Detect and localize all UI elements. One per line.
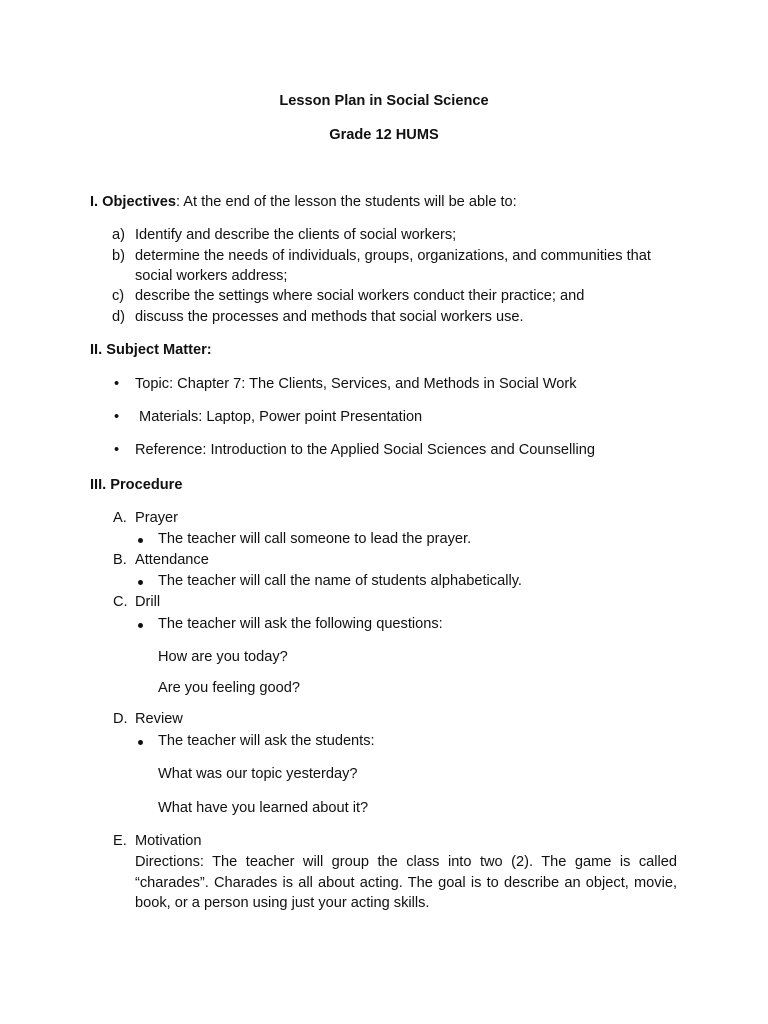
objective-marker: b) — [112, 248, 125, 264]
objective-item: discuss the processes and methods that social workers use. — [135, 309, 524, 325]
objective-marker: c) — [112, 288, 125, 304]
procedure-heading: III. Procedure — [90, 477, 183, 493]
procedure-marker: B. — [113, 552, 127, 568]
procedure-marker: E. — [113, 833, 127, 849]
subject-bullet: • — [114, 376, 120, 392]
objective-marker: a) — [112, 227, 125, 243]
motivation-directions: Directions: The teacher will group the class into two (2). The game is called “charades”. Charades is all about acting. The goal is to describe an object, movie, book, or a person using just your acting skills. — [135, 854, 677, 911]
subject-bullet: • — [114, 442, 120, 458]
review-question: What was our topic yesterday? — [158, 766, 358, 782]
bullet-dot — [138, 538, 143, 543]
objective-item: describe the settings where social workers conduct their practice; and — [135, 288, 585, 304]
procedure-marker: C. — [113, 594, 128, 610]
bullet-dot — [138, 580, 143, 585]
subject-matter-heading: II. Subject Matter: — [90, 342, 212, 358]
subject-item-topic: Topic: Chapter 7: The Clients, Services, and Methods in Social Work — [135, 376, 577, 392]
objective-item: Identify and describe the clients of social workers; — [135, 227, 457, 243]
procedure-marker: D. — [113, 711, 128, 727]
procedure-bullet: The teacher will ask the following questions: — [158, 616, 443, 632]
review-question: What have you learned about it? — [158, 800, 369, 816]
objectives-line — [90, 194, 517, 210]
objectives-intro: : At the end of the lesson the students will be able to: — [175, 194, 517, 210]
procedure-bullet: The teacher will call the name of students alphabetically. — [158, 573, 522, 589]
procedure-marker: A. — [113, 510, 127, 526]
procedure-step-drill: Drill — [135, 594, 161, 610]
document-subtitle: Grade 12 HUMS — [329, 127, 439, 143]
procedure-step-attendance: Attendance — [135, 552, 209, 568]
objective-marker: d) — [112, 309, 125, 325]
procedure-bullet: The teacher will call someone to lead the prayer. — [158, 531, 472, 547]
objective-item: determine the needs of individuals, groups, organizations, and communities that — [135, 248, 651, 264]
bullet-dot — [138, 623, 143, 628]
procedure-step-review: Review — [135, 711, 183, 727]
drill-question: How are you today? — [158, 649, 288, 665]
document-title: Lesson Plan in Social Science — [279, 93, 489, 109]
objectives-heading: I. Objectives — [90, 194, 176, 210]
subject-bullet: • — [114, 409, 120, 425]
procedure-step-motivation: Motivation — [135, 833, 202, 849]
objective-item-continued: social workers address; — [135, 268, 288, 284]
drill-question: Are you feeling good? — [158, 680, 300, 696]
subject-item-materials: Materials: Laptop, Power point Presentation — [135, 409, 423, 425]
procedure-step-prayer: Prayer — [135, 510, 178, 526]
procedure-bullet: The teacher will ask the students: — [158, 733, 375, 749]
subject-item-reference: Reference: Introduction to the Applied Social Sciences and Counselling — [135, 442, 595, 458]
bullet-dot — [138, 740, 143, 745]
